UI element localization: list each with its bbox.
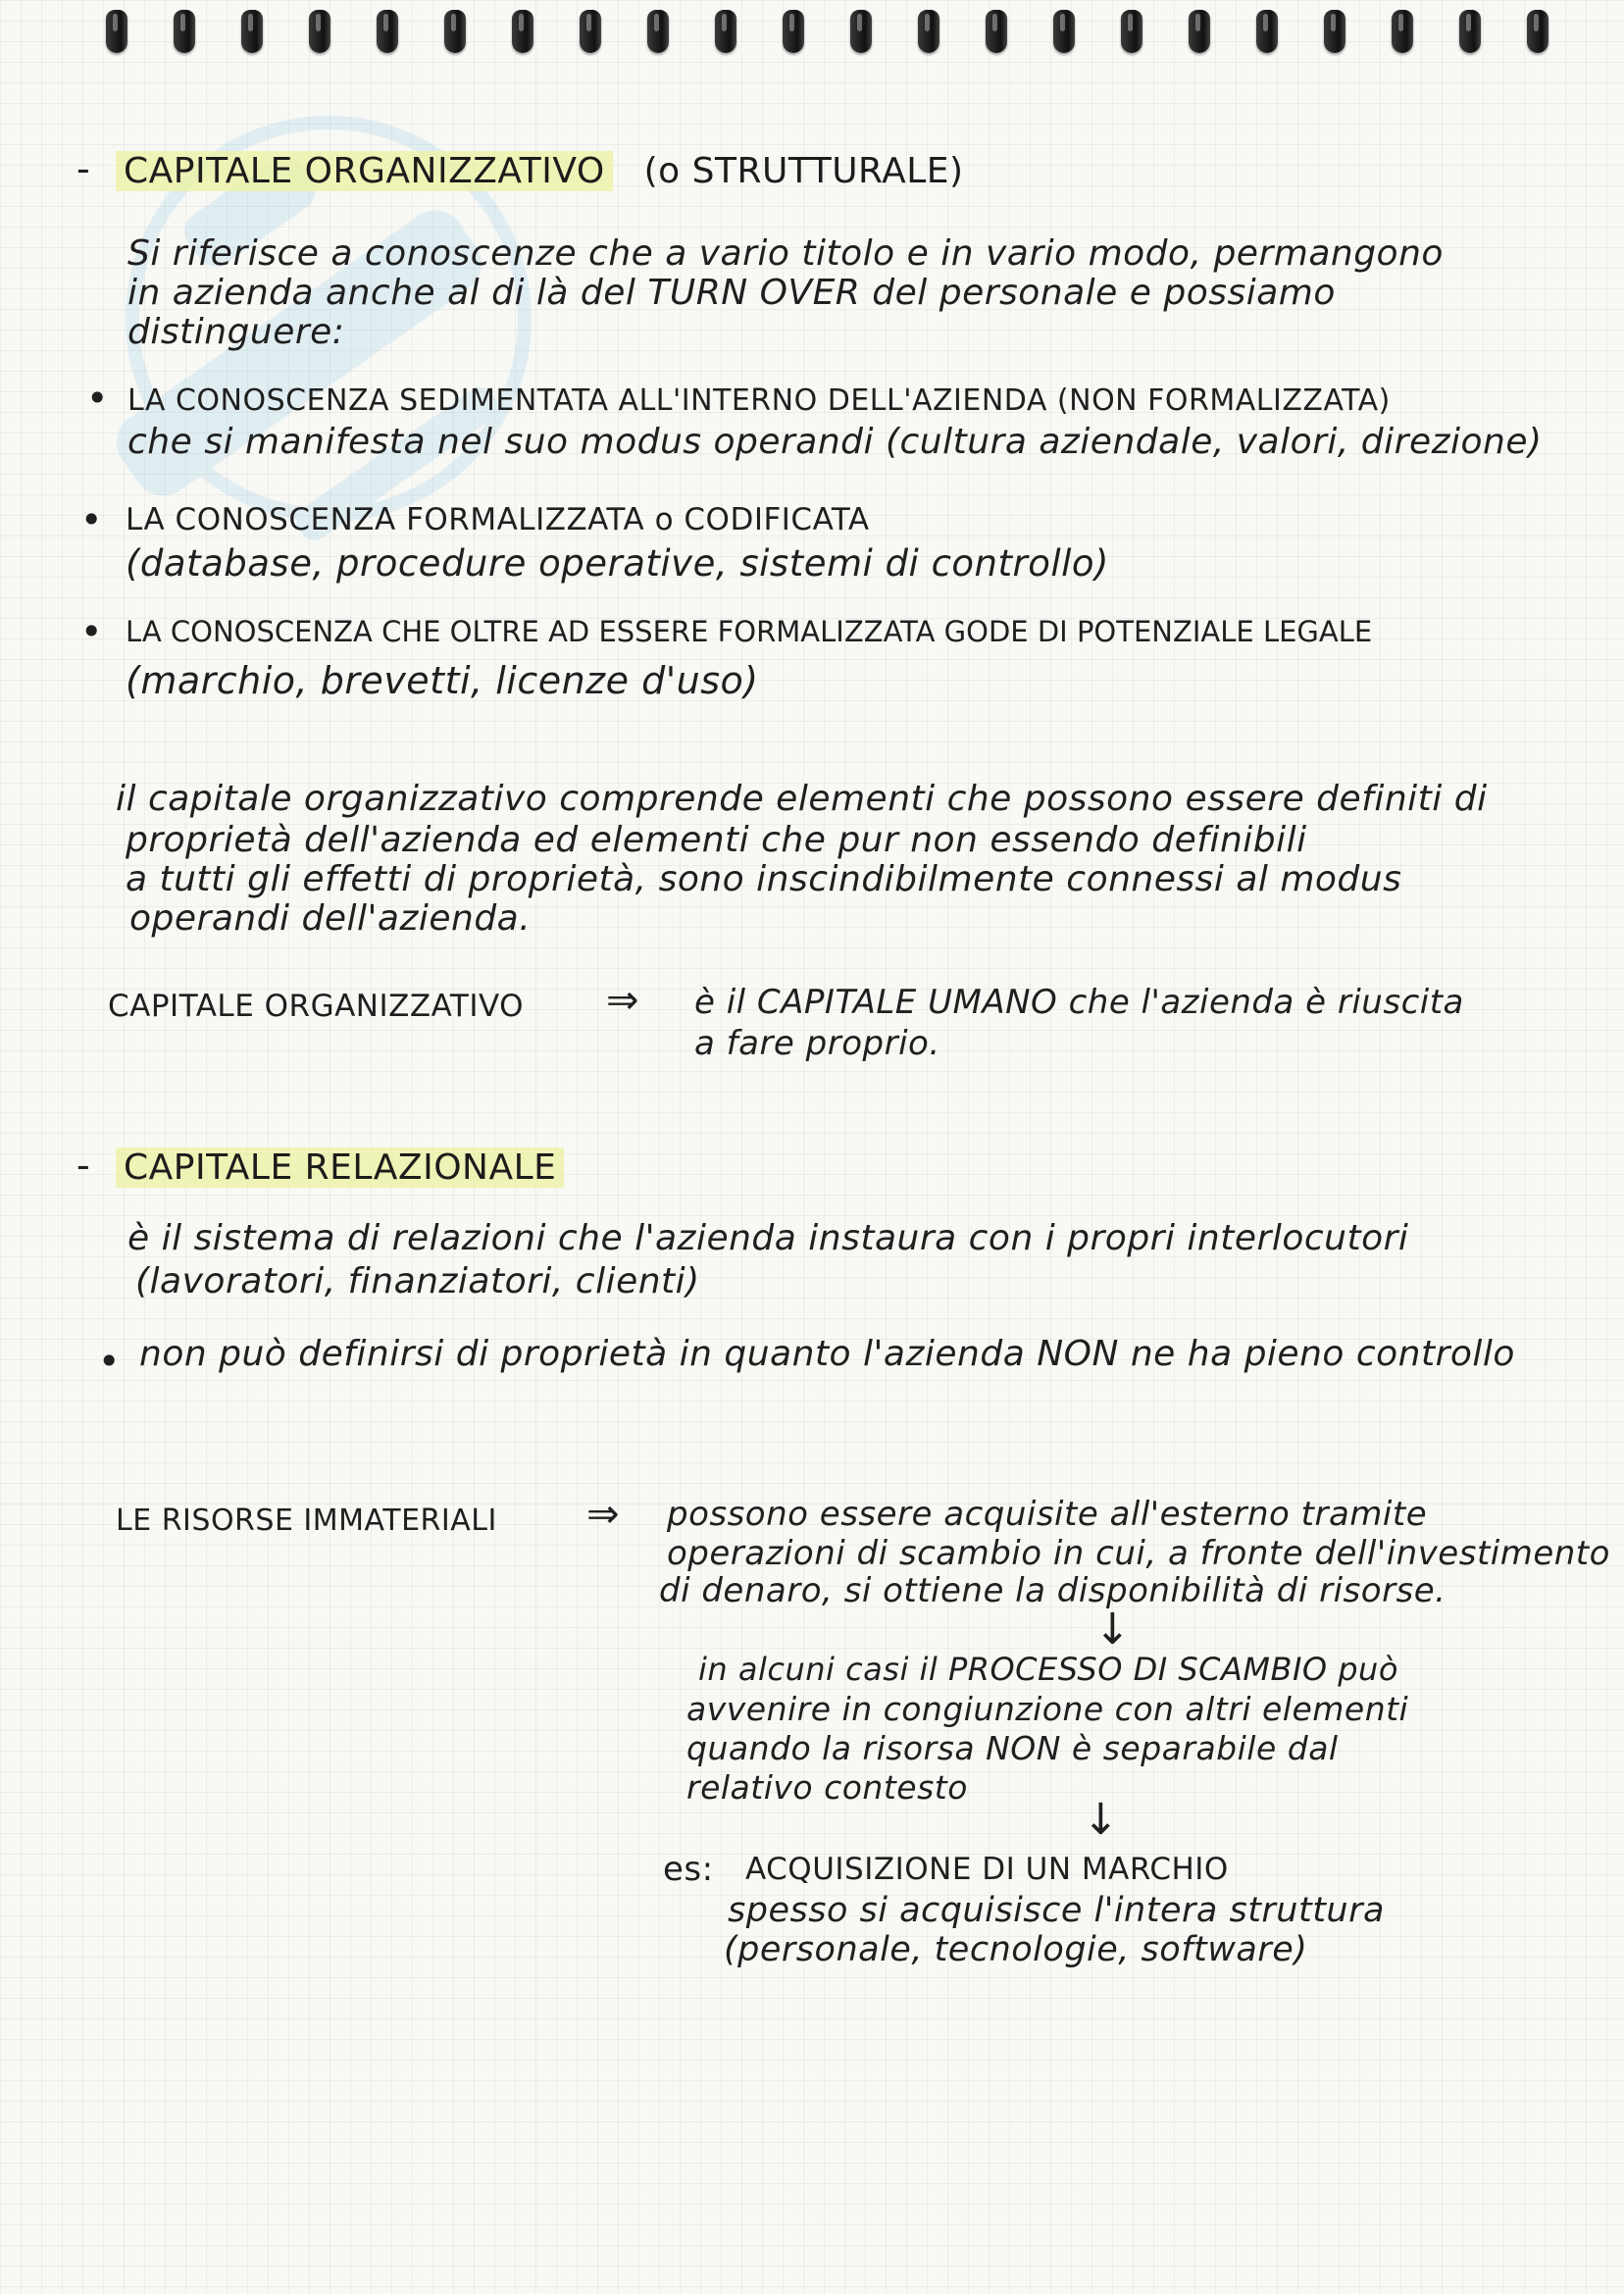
- intro-line: distinguere:: [127, 312, 345, 352]
- notebook-ring-icon: [1256, 10, 1278, 53]
- section-dash: -: [76, 1144, 91, 1187]
- example-line: (personale, tecnologie, software): [724, 1930, 1308, 1969]
- highlighted-title: CAPITALE RELAZIONALE: [116, 1147, 564, 1188]
- paragraph-line: il capitale organizzativo comprende elementi che possono essere definiti di: [116, 779, 1488, 819]
- highlighted-title: CAPITALE ORGANIZZATIVO: [116, 151, 613, 191]
- risorse-line: possono essere acquisite all'esterno tramite: [667, 1495, 1428, 1534]
- notebook-ring-icon: [1189, 10, 1210, 53]
- notebook-ring-icon: [1324, 10, 1345, 53]
- bullet-text: (database, procedure operative, sistemi di controllo): [126, 542, 1109, 585]
- intro-line: in azienda anche al di là del TURN OVER del personale e possiamo: [127, 273, 1336, 313]
- risorse-term: LE RISORSE IMMATERIALI: [116, 1504, 497, 1538]
- notebook-ring-icon: [783, 10, 804, 53]
- notebook-ring-icon: [580, 10, 601, 53]
- example-line: spesso si acquisisce l'intera struttura: [728, 1891, 1385, 1930]
- notebook-ring-icon: [512, 10, 533, 53]
- definition-text: è il CAPITALE UMANO che l'azienda è riuscita: [694, 983, 1464, 1022]
- bullet-text: non può definirsi di proprietà in quanto l'azienda NON ne ha pieno controllo: [139, 1334, 1515, 1374]
- section-title-relazionale: [116, 1146, 564, 1190]
- implies-arrow: ⇒: [586, 1492, 621, 1537]
- intro-line: Si riferisce a conoscenze che a vario titolo e in vario modo, permangono: [127, 233, 1444, 274]
- section-subtitle: (o STRUTTURALE): [643, 151, 964, 191]
- definition-text: a fare proprio.: [694, 1024, 940, 1063]
- notebook-ring-icon: [850, 10, 872, 53]
- bullet-marker: •: [80, 610, 103, 653]
- notebook-ring-icon: [241, 10, 263, 53]
- notebook-ring-icon: [647, 10, 669, 53]
- notebook-ring-icon: [174, 10, 195, 53]
- bullet-text: (marchio, brevetti, licenze d'uso): [126, 659, 759, 702]
- example-label: es:: [663, 1850, 714, 1889]
- down-arrow-icon: ↓: [1083, 1795, 1119, 1845]
- intro-line: è il sistema di relazioni che l'azienda instaura con i propri interlocutori: [127, 1218, 1409, 1258]
- paragraph-line: operandi dell'azienda.: [129, 898, 532, 939]
- sub-line: relativo contesto: [686, 1768, 968, 1807]
- notebook-ring-icon: [986, 10, 1007, 53]
- notebook-ring-icon: [444, 10, 466, 53]
- sub-line: avvenire in congiunzione con altri elementi: [686, 1690, 1409, 1728]
- bullet-heading: LA CONOSCENZA CHE OLTRE AD ESSERE FORMALIZZATA GODE DI POTENZIALE LEGALE: [126, 615, 1373, 648]
- down-arrow-icon: ↓: [1094, 1605, 1131, 1655]
- bullet-marker: •: [98, 1340, 121, 1383]
- paragraph-line: proprietà dell'azienda ed elementi che pur non essendo definibili: [126, 820, 1307, 860]
- intro-line: (lavoratori, finanziatori, clienti): [135, 1261, 700, 1301]
- notebook-ring-icon: [1053, 10, 1075, 53]
- risorse-line: di denaro, si ottiene la disponibilità di risorse.: [659, 1571, 1446, 1610]
- bullet-marker: •: [86, 377, 109, 420]
- sub-line: in alcuni casi il PROCESSO DI SCAMBIO può: [698, 1651, 1398, 1688]
- notebook-ring-icon: [106, 10, 127, 53]
- notebook-ring-icon: [918, 10, 939, 53]
- definition-term: CAPITALE ORGANIZZATIVO: [108, 989, 525, 1024]
- spiral-binding: [0, 0, 1624, 69]
- notebook-ring-icon: [715, 10, 736, 53]
- bullet-marker: •: [80, 498, 103, 541]
- implies-arrow: ⇒: [606, 978, 640, 1023]
- notebook-ring-icon: [1459, 10, 1481, 53]
- risorse-line: operazioni di scambio in cui, a fronte dell'investimento: [667, 1534, 1610, 1573]
- paragraph-line: a tutti gli effetti di proprietà, sono inscindibilmente connessi al modus: [126, 859, 1402, 899]
- notebook-ring-icon: [1392, 10, 1413, 53]
- section-dash: -: [76, 147, 91, 190]
- bullet-text: che si manifesta nel suo modus operandi (cultura aziendale, valori, direzione): [127, 422, 1543, 462]
- notebook-ring-icon: [1527, 10, 1548, 53]
- sub-line: quando la risorsa NON è separabile dal: [686, 1729, 1339, 1767]
- example-title: ACQUISIZIONE DI UN MARCHIO: [745, 1852, 1229, 1887]
- notebook-ring-icon: [1121, 10, 1142, 53]
- notebook-ring-icon: [377, 10, 398, 53]
- bullet-heading: LA CONOSCENZA FORMALIZZATA o CODIFICATA: [126, 502, 870, 537]
- section-title-organizzativo: [116, 149, 964, 193]
- notebook-ring-icon: [309, 10, 330, 53]
- bullet-heading: LA CONOSCENZA SEDIMENTATA ALL'INTERNO DELL'AZIENDA (NON FORMALIZZATA): [127, 383, 1391, 418]
